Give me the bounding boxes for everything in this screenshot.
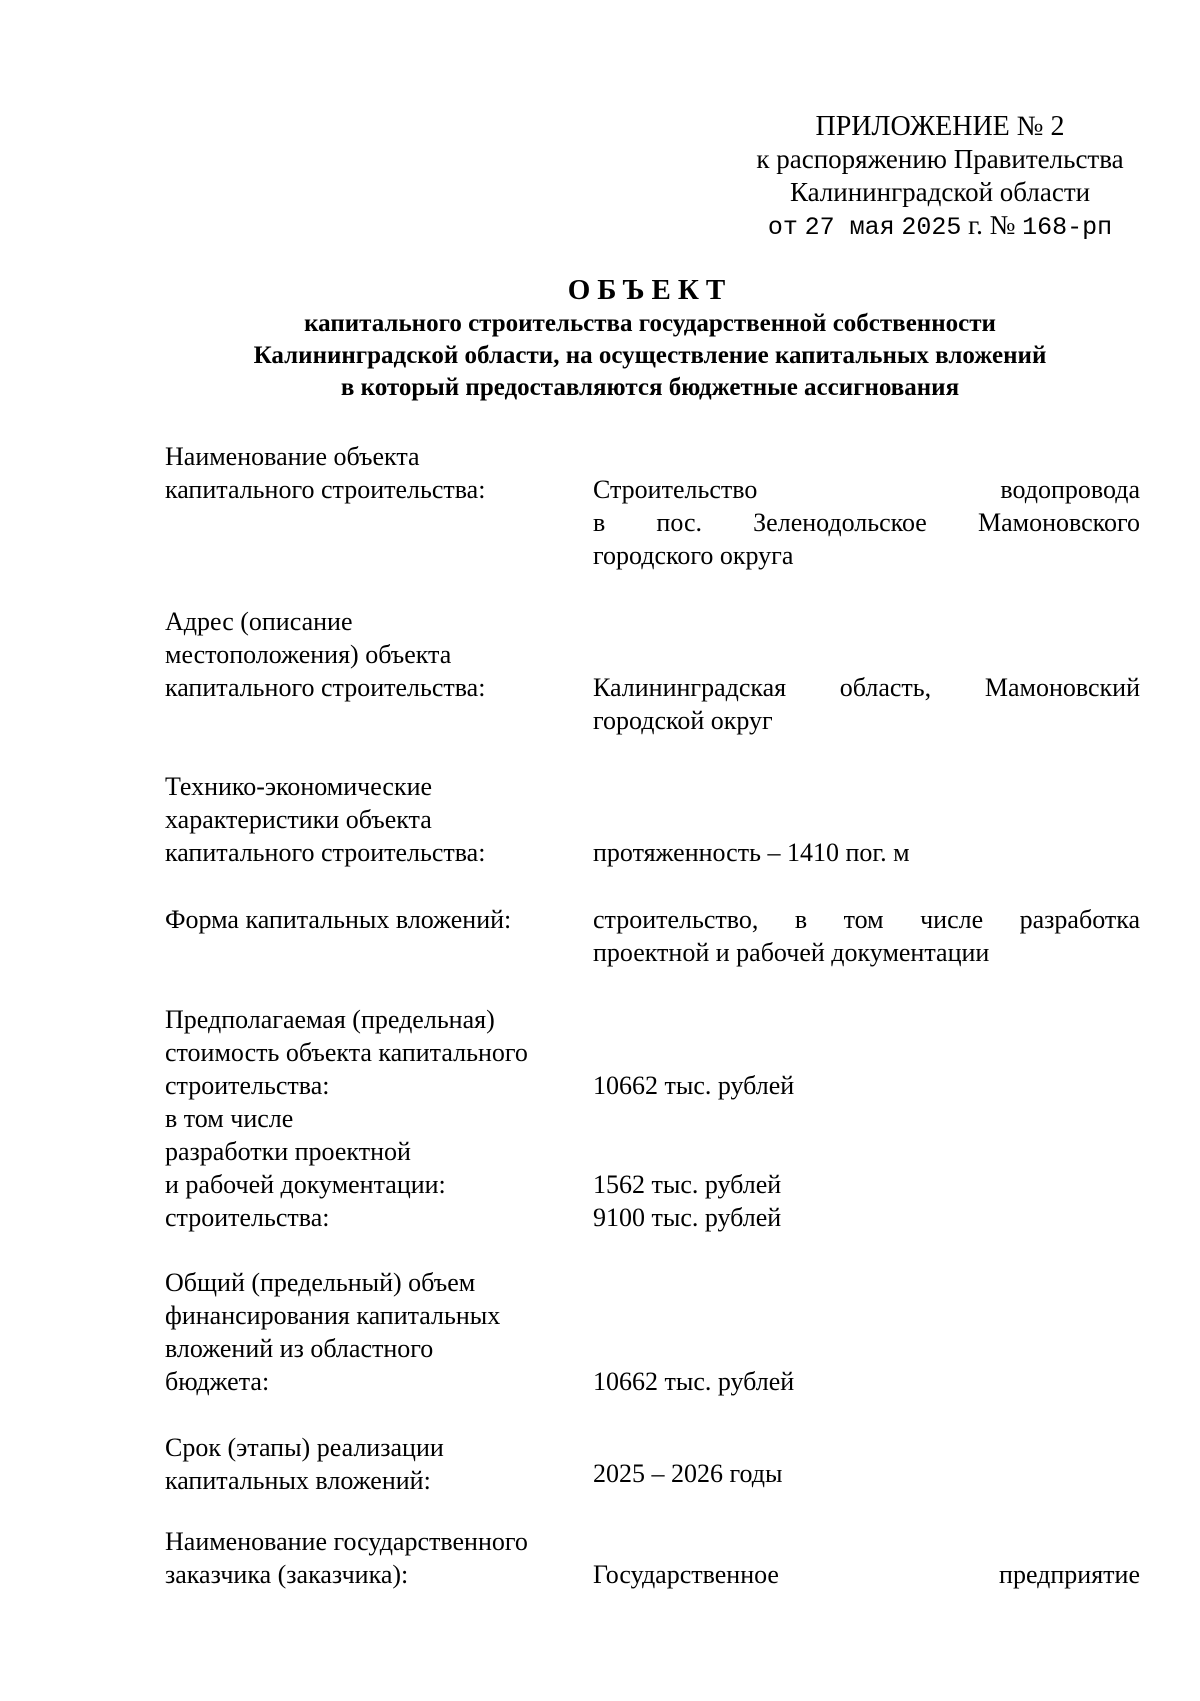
- label-line: заказчика (заказчика):: [165, 1560, 409, 1589]
- label-line: строительства:: [165, 1071, 330, 1100]
- value-line: 10662 тыс. рублей: [593, 1367, 795, 1396]
- label-line: капитальных вложений:: [165, 1466, 431, 1495]
- label-line: Наименование государственного: [165, 1527, 528, 1556]
- label-line: разработки проектной: [165, 1137, 411, 1166]
- value-line: Калининградская область, Мамоновский: [593, 673, 1140, 702]
- field-value: [593, 473, 1140, 572]
- document-heading: [160, 272, 1140, 404]
- value-line: проектной и рабочей документации: [593, 938, 990, 967]
- heading-line-3: в который предоставляются бюджетные ассигнования: [340, 374, 960, 401]
- annex-date-day-month: 27 мая: [804, 213, 895, 242]
- field-value: [593, 1558, 1140, 1591]
- heading-line-1: капитального строительства государственной собственности: [304, 310, 996, 337]
- field-label: [165, 903, 585, 936]
- label-line: стоимость объекта капитального: [165, 1038, 528, 1067]
- field-value: [593, 903, 1140, 969]
- label-line: в том числе: [165, 1104, 294, 1133]
- value-line: протяженность – 1410 пог. м: [593, 838, 910, 867]
- heading-title: ОБЪЕКТ: [567, 274, 733, 306]
- field-label: [165, 1003, 585, 1234]
- value-line: 1562 тыс. рублей: [593, 1170, 782, 1199]
- label-line: бюджета:: [165, 1367, 270, 1396]
- label-line: Предполагаемая (предельная): [165, 1005, 495, 1034]
- cost-construction: [593, 1201, 1140, 1234]
- value-line: 9100 тыс. рублей: [593, 1203, 782, 1232]
- label-line: вложений из областного: [165, 1334, 434, 1363]
- annex-title: ПРИЛОЖЕНИЕ № 2: [815, 111, 1065, 142]
- annex-number: 168-рп: [1022, 213, 1113, 242]
- cost-total: [593, 1069, 1140, 1102]
- annex-date-prefix: от: [767, 213, 798, 242]
- label-line: Форма капитальных вложений:: [165, 905, 512, 934]
- label-line: капитального строительства:: [165, 838, 486, 867]
- label-line: характеристики объекта: [165, 805, 432, 834]
- label-line: местоположения) объекта: [165, 640, 452, 669]
- annex-date-line: [730, 209, 1150, 244]
- label-line: Наименование объекта: [165, 442, 420, 471]
- value-line: городского округа: [593, 541, 794, 570]
- field-value: [593, 836, 1140, 869]
- value-line: строительство, в том числе разработка: [593, 905, 1140, 934]
- label-line: капитального строительства:: [165, 475, 486, 504]
- label-line: строительства:: [165, 1203, 330, 1232]
- field-label: [165, 770, 585, 869]
- field-value: [593, 1365, 1140, 1398]
- label-line: и рабочей документации:: [165, 1170, 446, 1199]
- field-label: [165, 440, 585, 506]
- label-line: Общий (предельный) объем: [165, 1268, 476, 1297]
- value-line: в пос. Зеленодольское Мамоновского: [593, 508, 1140, 537]
- heading-line-2: Калининградской области, на осуществление капитальных вложений: [253, 342, 1047, 369]
- cost-design: [593, 1168, 1140, 1201]
- annex-date-year: 2025: [901, 213, 962, 242]
- field-label: [165, 605, 585, 704]
- field-label: [165, 1431, 585, 1497]
- value-line: 2025 – 2026 годы: [593, 1459, 783, 1488]
- annex-line-1: к распоряжению Правительства: [756, 144, 1124, 174]
- field-value: [593, 671, 1140, 737]
- label-line: финансирования капитальных: [165, 1301, 501, 1330]
- label-line: Адрес (описание: [165, 607, 353, 636]
- value-line: Государственное предприятие: [593, 1560, 1140, 1589]
- field-label: [165, 1525, 585, 1591]
- value-line: 10662 тыс. рублей: [593, 1071, 795, 1100]
- label-line: Срок (этапы) реализации: [165, 1433, 444, 1462]
- label-line: Технико-экономические: [165, 772, 433, 801]
- field-label: [165, 1266, 585, 1398]
- value-line: Строительство водопровода: [593, 475, 1140, 504]
- annex-header: [730, 110, 1150, 244]
- annex-line-2: Калининградской области: [789, 177, 1091, 207]
- annex-date-suffix: г. №: [968, 210, 1016, 240]
- value-line: городской округ: [593, 706, 773, 735]
- field-value: [593, 1457, 1140, 1490]
- label-line: капитального строительства:: [165, 673, 486, 702]
